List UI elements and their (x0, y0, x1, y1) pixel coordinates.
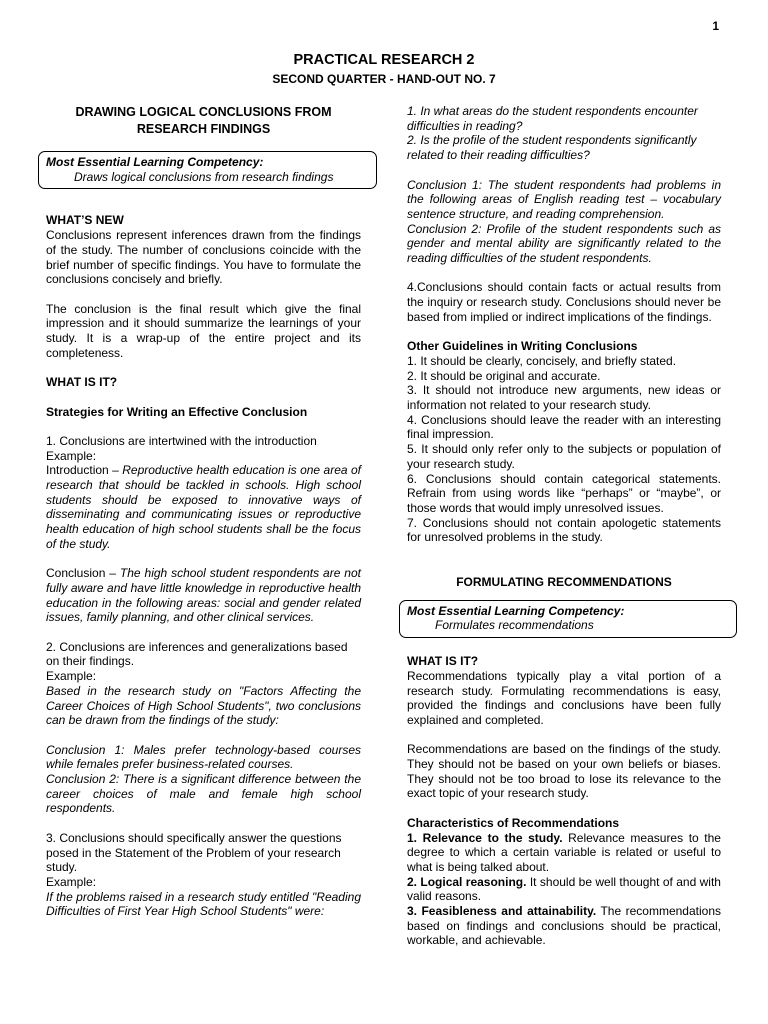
left-column (46, 104, 361, 919)
characteristic-label: 3. Feasibleness and attainability. (407, 904, 597, 919)
melc-label: Most Essential Learning Competency: (407, 603, 625, 618)
strategy-1-introduction (46, 463, 361, 551)
what-is-it-heading: WHAT IS IT? (407, 654, 479, 669)
conclusion-label: Conclusion – (46, 566, 120, 581)
characteristic-3 (407, 904, 721, 948)
guidelines-heading: Other Guidelines in Writing Conclusions (407, 339, 638, 354)
right-column (407, 104, 721, 948)
introduction-text: Reproductive health education is one area of research that should be tackled in schools. High school students should be exposed to innovative ways of disseminating and communicating issues or reproductive health education of high school students shall be the focus of the study. (46, 463, 361, 551)
guideline-item: 6. Conclusions should contain categorical statements. Refrain from using words like “perhaps” or “maybe”, or those words that would imply unresolved issues. (407, 471, 721, 515)
characteristic-label: 1. Relevance to the study. (407, 830, 563, 845)
strategy-2-conclusion-1: Conclusion 1: Males prefer technology-based courses while females prefer business-related courses. (46, 742, 361, 772)
whats-new-heading: WHAT’S NEW (46, 213, 124, 228)
melc-text: Draws logical conclusions from research findings (74, 169, 334, 184)
page-number: 1 (712, 19, 719, 33)
what-is-it-heading: WHAT IS IT? (46, 375, 118, 390)
melc-label: Most Essential Learning Competency: (46, 155, 264, 169)
guideline-item: 2. It should be original and accurate. (407, 368, 601, 383)
guideline-item: 3. It should not introduce new arguments, new ideas or information not related to your research study. (407, 383, 721, 413)
strategies-heading: Strategies for Writing an Effective Conclusion (46, 404, 308, 419)
document-subtitle: SECOND QUARTER - HAND-OUT NO. 7 (272, 72, 496, 86)
introduction-label: Introduction – (46, 463, 123, 478)
characteristic-label: 2. Logical reasoning. (407, 874, 527, 889)
strategy-2-text: Based in the research study on "Factors Affecting the Career Choices of High School Students", two conclusions can be drawn from the findings of the study: (46, 683, 361, 728)
characteristic-text: The recommendations based on findings and conclusions should be practical, workable, and achievable. (407, 904, 721, 948)
characteristic-1 (407, 831, 721, 875)
characteristics-heading: Characteristics of Recommendations (407, 815, 620, 830)
melc-box (38, 151, 377, 189)
problem-question-2: 2. Is the profile of the student respondents significantly related to their reading difficulties? (407, 133, 697, 163)
section-heading-conclusions (46, 104, 361, 138)
strategy-3-text: If the problems raised in a research study entitled "Reading Difficulties of First Year High School Students" were: (46, 889, 361, 919)
strategy-1-conclusion (46, 566, 361, 625)
guideline-item: 1. It should be clearly, concisely, and briefly stated. (407, 353, 677, 368)
guidelines-list (407, 354, 721, 545)
characteristic-text: Relevance measures to the degree to which a certain variable is related or useful to what is being talked about. (407, 830, 721, 874)
characteristic-text: It should be well thought of and with valid reasons. (407, 874, 721, 904)
guideline-item: 4. Conclusions should leave the reader with an interesting final impression. (407, 412, 721, 442)
strategy-1-title: 1. Conclusions are intertwined with the introduction (46, 433, 317, 448)
section-heading-line-1: DRAWING LOGICAL CONCLUSIONS FROM (75, 105, 332, 119)
strategy-3-title: 3. Conclusions should specifically answer the questions posed in the Statement of the Problem of your research study. (46, 830, 342, 875)
example-conclusion-1: Conclusion 1: The student respondents had problems in the following areas of English reading test – vocabulary sentence structure, and reading comprehension. (407, 177, 721, 221)
melc-text: Formulates recommendations (435, 618, 594, 633)
problem-question-1: 1. In what areas do the student respondents encounter difficulties in reading? (407, 104, 698, 133)
guideline-item: 5. It should only refer only to the subjects or population of your research study. (407, 442, 721, 471)
characteristic-2 (407, 875, 721, 904)
strategy-2-conclusion-2: Conclusion 2: There is a significant difference between the career choices of male and female high school respondents. (46, 772, 361, 816)
document-title: PRACTICAL RESEARCH 2 (293, 52, 475, 68)
whats-new-paragraph-1: Conclusions represent inferences drawn from the findings of the study. The number of conclusions coincide with the brief number of specific findings. You have to formulate the conclusions concisely and briefly. (46, 228, 361, 287)
conclusion-text: The high school student respondents are not fully aware and have little knowledge in reproductive health education in the following areas: social and gender related issues, family planning, and other clinical services. (46, 566, 361, 625)
example-conclusion-2: Conclusion 2: Profile of the student respondents such as gender and mental ability are significantly related to the reading difficulties of the student respondents. (407, 221, 721, 266)
whats-new-paragraph-2: The conclusion is the final result which give the final impression and it should summarize the learnings of your study. It is a wrap-up of the entire project and its completeness. (46, 301, 361, 360)
strategy-3-example-label: Example: (46, 874, 97, 889)
strategy-4: 4.Conclusions should contain facts or actual results from the inquiry or research study. Conclusions should never be based from implied or indirect implications of the findings. (407, 280, 721, 324)
strategy-2-title: 2. Conclusions are inferences and generalizations based on their findings. (46, 639, 348, 669)
recommendations-paragraph-2: Recommendations are based on the findings of the study. They should not be based on your own beliefs or biases. They should not be too broad to lose its relevance to the exact topic of your research study. (407, 742, 721, 801)
guideline-item: 7. Conclusions should not contain apologetic statements for unresolved problems in the study. (407, 515, 721, 545)
strategy-2-example-label: Example: (46, 669, 97, 684)
melc-box-recommendations (399, 600, 737, 638)
recommendations-heading: FORMULATING RECOMMENDATIONS (456, 575, 672, 590)
strategy-1-example-label: Example: (46, 448, 97, 463)
section-heading-line-2: RESEARCH FINDINGS (136, 122, 271, 136)
recommendations-paragraph-1: Recommendations typically play a vital portion of a research study. Formulating recommendations is easy, provided the findings and conclusions have been fully explained and completed. (407, 668, 721, 727)
